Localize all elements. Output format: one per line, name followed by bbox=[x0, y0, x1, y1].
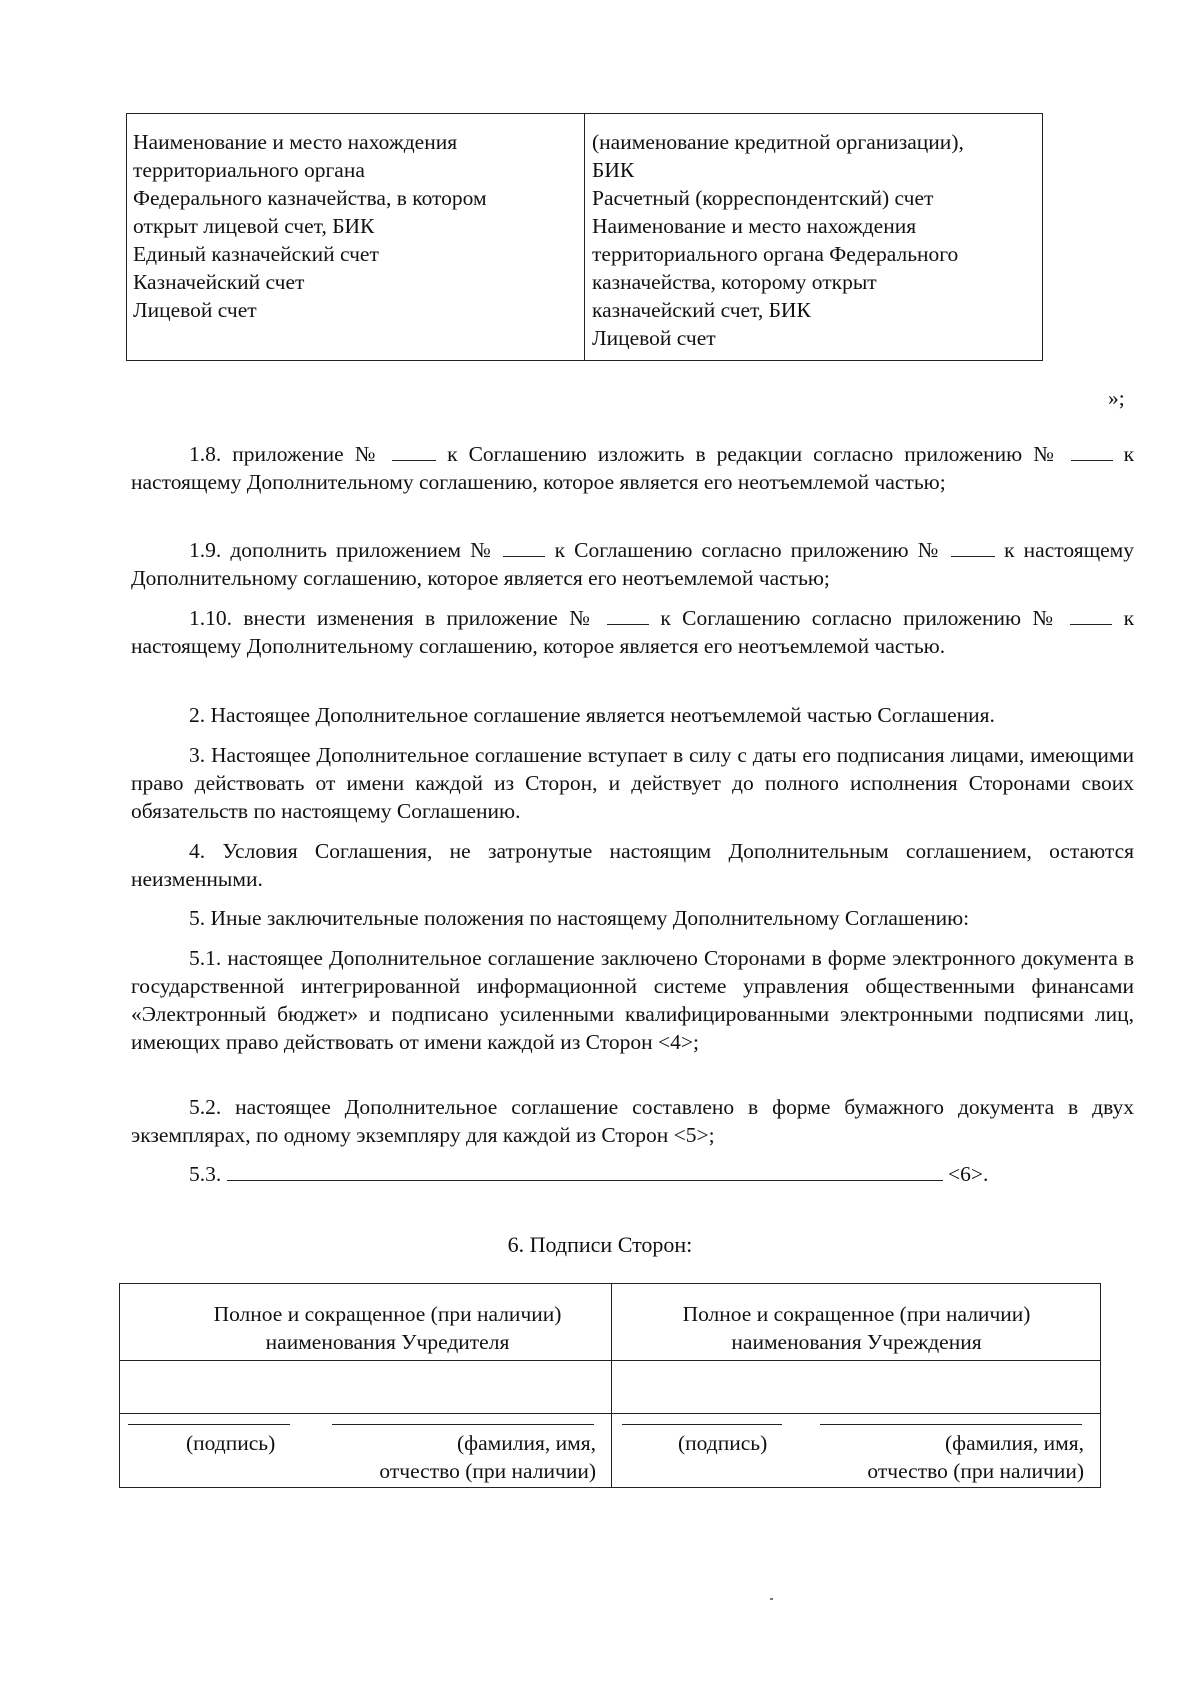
number-blank bbox=[951, 538, 995, 557]
row-divider bbox=[120, 1413, 1100, 1414]
p110-text-b: к Соглашению согласно приложению № bbox=[660, 606, 1059, 630]
founder-header-line: наименования Учредителя bbox=[265, 1330, 510, 1354]
p53-label: 5.3. bbox=[189, 1162, 222, 1186]
paragraph-1-10 bbox=[131, 604, 1134, 660]
name-caption-line: отчество (при наличии) bbox=[379, 1459, 596, 1483]
paragraph-2: 2. Настоящее Дополнительное соглашение является неотъемлемой частью Соглашения. bbox=[189, 703, 995, 727]
p19-text-b: к Соглашению согласно приложению № bbox=[554, 538, 942, 562]
p18-text-c: к настоящему Дополнительному соглашению, которое является его неотъемлемой частью; bbox=[131, 442, 1135, 494]
scan-speck bbox=[770, 1598, 773, 1600]
name-caption-line: (фамилия, имя, bbox=[945, 1431, 1084, 1455]
bank-left-line: открыт лицевой счет, БИК bbox=[133, 214, 375, 238]
bank-right-line: БИК bbox=[592, 158, 635, 182]
bank-left-line: территориального органа bbox=[133, 158, 365, 182]
p53-note: <6>. bbox=[948, 1162, 989, 1186]
bank-details-right-column bbox=[585, 114, 1042, 360]
bank-right-line: территориального органа Федерального bbox=[592, 242, 959, 266]
bank-left-line: Лицевой счет bbox=[133, 298, 257, 322]
paragraph-5-3 bbox=[131, 1160, 1134, 1188]
p18-text-b: к Соглашению изложить в редакции согласно приложению № bbox=[447, 442, 1060, 466]
founder-name-header bbox=[120, 1300, 611, 1356]
p19-text-a: 1.9. дополнить приложением № bbox=[189, 538, 495, 562]
bank-left-line: Наименование и место нахождения bbox=[133, 130, 458, 154]
row-divider bbox=[120, 1360, 1100, 1361]
p110-text-a: 1.10. внести изменения в приложение № bbox=[189, 606, 596, 630]
institution-signature-caption: (подпись) bbox=[678, 1431, 768, 1455]
bank-right-line: Лицевой счет bbox=[592, 326, 716, 350]
bank-left-line: Казначейский счет bbox=[133, 270, 305, 294]
bank-right-line: Расчетный (корреспондентский) счет bbox=[592, 186, 934, 210]
signatures-table bbox=[119, 1283, 1101, 1488]
founder-name-caption bbox=[334, 1429, 596, 1485]
bank-right-line: казначейства, которому открыт bbox=[592, 270, 877, 294]
paragraph-5: 5. Иные заключительные положения по настоящему Дополнительному Соглашению: bbox=[189, 906, 970, 930]
name-line bbox=[332, 1424, 594, 1425]
bank-right-line: казначейский счет, БИК bbox=[592, 298, 811, 322]
number-blank bbox=[607, 606, 649, 625]
bank-right-line: (наименование кредитной организации), bbox=[592, 130, 964, 154]
paragraph-1-8 bbox=[131, 440, 1134, 496]
bank-details-table bbox=[126, 113, 1043, 361]
bank-left-line: Единый казначейский счет bbox=[133, 242, 379, 266]
number-blank bbox=[503, 538, 545, 557]
p18-text-a: 1.8. приложение № bbox=[189, 442, 381, 466]
paragraph-4: 4. Условия Соглашения, не затронутые настоящим Дополнительным соглашением, остаются неизменными. bbox=[131, 839, 1134, 891]
bank-details-left-column bbox=[127, 114, 585, 360]
paragraph-5-2: 5.2. настоящее Дополнительное соглашение составлено в форме бумажного документа в двух экземплярах, по одному экземпляру для каждой из Сторон <5>; bbox=[131, 1095, 1134, 1147]
signature-line bbox=[128, 1424, 290, 1425]
institution-name-caption bbox=[822, 1429, 1084, 1485]
number-blank bbox=[1070, 606, 1112, 625]
number-blank bbox=[1071, 442, 1113, 461]
founder-signature-caption: (подпись) bbox=[186, 1431, 276, 1455]
bank-right-line: Наименование и место нахождения bbox=[592, 214, 917, 238]
p110-text-c: к настоящему Дополнительному соглашению, которое является его неотъемлемой частью. bbox=[131, 606, 1135, 658]
closing-quote: »; bbox=[1108, 386, 1125, 410]
founder-header-line: Полное и сокращенное (при наличии) bbox=[213, 1302, 562, 1326]
paragraph-3: 3. Настоящее Дополнительное соглашение вступает в силу с даты его подписания лицами, имеющими право действовать от имени каждой из Сторон, и действует до полного исполнения Сторонами своих обязательств по настоящему Соглашению. bbox=[131, 743, 1134, 823]
name-caption-line: отчество (при наличии) bbox=[867, 1459, 1084, 1483]
institution-header-line: наименования Учреждения bbox=[731, 1330, 982, 1354]
name-caption-line: (фамилия, имя, bbox=[457, 1431, 596, 1455]
signatures-title: 6. Подписи Сторон: bbox=[507, 1232, 693, 1257]
bank-left-line: Федерального казначейства, в котором bbox=[133, 186, 487, 210]
signature-line bbox=[622, 1424, 782, 1425]
number-blank bbox=[392, 442, 436, 461]
paragraph-5-1: 5.1. настоящее Дополнительное соглашение заключено Сторонами в форме электронного документа в государственной интегрированной информационной системе управления общественными финансами «Электронный бюджет» и подписано усиленными квалифицированными электронными подписями лиц, имеющих право действовать от имени каждой из Сторон <4>; bbox=[131, 946, 1134, 1054]
institution-header-line: Полное и сокращенное (при наличии) bbox=[682, 1302, 1031, 1326]
paragraph-1-9 bbox=[131, 536, 1134, 592]
name-line bbox=[820, 1424, 1082, 1425]
fill-in-blank bbox=[227, 1162, 943, 1181]
institution-name-header bbox=[611, 1300, 1102, 1356]
p19-text-c: к настоящему Дополнительному соглашению, которое является его неотъемлемой частью; bbox=[131, 538, 1135, 590]
